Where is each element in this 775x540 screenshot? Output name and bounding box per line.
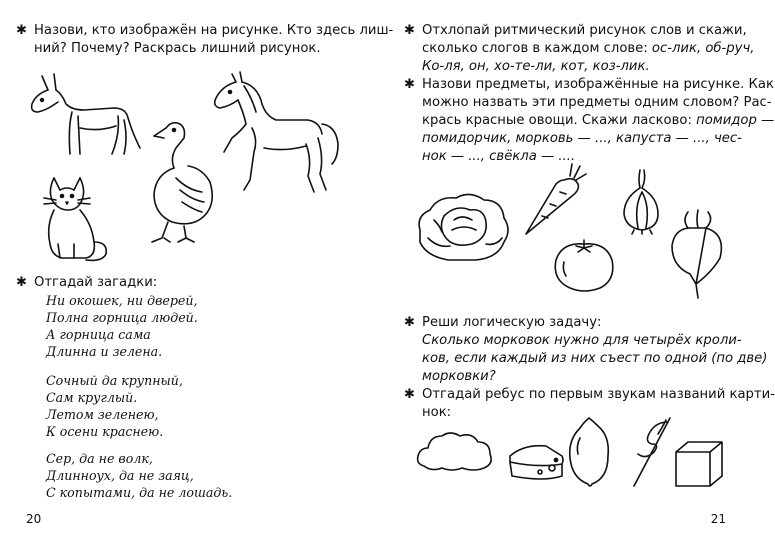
page-number: 20 — [26, 512, 42, 526]
task-text-line: Реши логическую задачу: — [422, 315, 602, 330]
cabbage-illustration — [414, 186, 514, 266]
italic-words: помидор — — [696, 113, 775, 128]
riddle-tomato — [46, 372, 183, 440]
task-text-line: Отгадай ребус по первым звукам названий карти- — [422, 387, 775, 402]
cat-illustration — [40, 172, 112, 264]
riddle-line: Длинноух, да не заяц, — [46, 468, 194, 483]
italic-words: морковки? — [422, 369, 496, 384]
riddle-line: А горница сама — [46, 327, 151, 342]
riddle-line: С копытами, да не лошадь. — [46, 485, 233, 500]
donkey-illustration — [28, 68, 143, 158]
text-span: крась красные овощи. Скажи ласково: — [422, 113, 697, 128]
page-number: 21 — [710, 512, 726, 526]
bullet-star-icon: ✱ — [404, 315, 415, 330]
task-rhythm — [404, 22, 755, 76]
riddle-line: Сер, да не волк, — [46, 451, 153, 466]
riddle-line: Сочный да крупный, — [46, 373, 183, 388]
italic-words: ков, если каждый из них съест по одной (по две) — [422, 351, 768, 366]
cube-illustration — [672, 438, 726, 490]
task-name-animals — [16, 22, 394, 58]
task-text-line: Назови, кто изображён на рисунке. Кто здесь лиш- — [34, 23, 394, 38]
riddle-line: Летом зеленею, — [46, 407, 159, 422]
task-text-line: Отхлопай ритмический рисунок слов и скажи, — [422, 23, 747, 38]
riddle-line: Ни окошек, ни дверей, — [46, 293, 198, 308]
right-page — [380, 0, 775, 540]
needle-thread-illustration — [626, 414, 676, 490]
task-text-line — [422, 112, 775, 130]
riddle-line: Полна горница людей. — [46, 310, 198, 325]
italic-words: ос-лик, об-руч, — [651, 41, 755, 56]
tomato-illustration — [550, 236, 618, 294]
bullet-star-icon: ✱ — [404, 23, 415, 38]
riddle-line: Длинна и зелена. — [46, 344, 163, 359]
italic-words: нок — ..., свёкла — .... — [422, 149, 576, 164]
task-text-line: ний? Почему? Раскрась лишний рисунок. — [34, 41, 321, 56]
bullet-star-icon: ✱ — [16, 23, 27, 38]
text-span: сколько слогов в каждом слове: — [422, 41, 652, 56]
goose-illustration — [140, 118, 220, 246]
italic-words: Ко-ля, он, хо-те-ли, кот, коз-лик. — [422, 59, 650, 74]
task-vegetables — [404, 76, 775, 166]
task-text-line: нок: — [422, 405, 452, 420]
riddle-line: Сам круглый. — [46, 390, 138, 405]
cloud-illustration — [414, 426, 496, 476]
task-text-line: Назови предметы, изображённые на рисунке. Как — [422, 77, 774, 92]
task-text-line — [422, 40, 755, 58]
riddle-line: К осени краснею. — [46, 424, 164, 439]
bullet-star-icon: ✱ — [404, 77, 415, 92]
task-text-line: можно назвать эти предметы одним словом? Рас- — [422, 95, 772, 110]
cheese-illustration — [504, 440, 568, 484]
riddle-cucumber — [46, 292, 198, 360]
beet-illustration — [668, 206, 726, 300]
task-logic — [404, 314, 768, 386]
horse-illustration — [204, 68, 344, 200]
task-title: Отгадай загадки: — [34, 275, 158, 290]
bullet-star-icon: ✱ — [16, 275, 27, 290]
italic-words: Сколько морковок нужно для четырёх кроли- — [422, 333, 742, 348]
bullet-star-icon: ✱ — [404, 387, 415, 402]
riddle-donkey — [46, 450, 232, 501]
italic-words: помидорчик, морковь — ..., капуста — ..., чес- — [422, 131, 742, 146]
lemon-illustration — [564, 414, 614, 490]
task-riddles — [16, 274, 364, 292]
garlic-illustration — [616, 166, 666, 236]
carrot-illustration — [520, 160, 590, 238]
